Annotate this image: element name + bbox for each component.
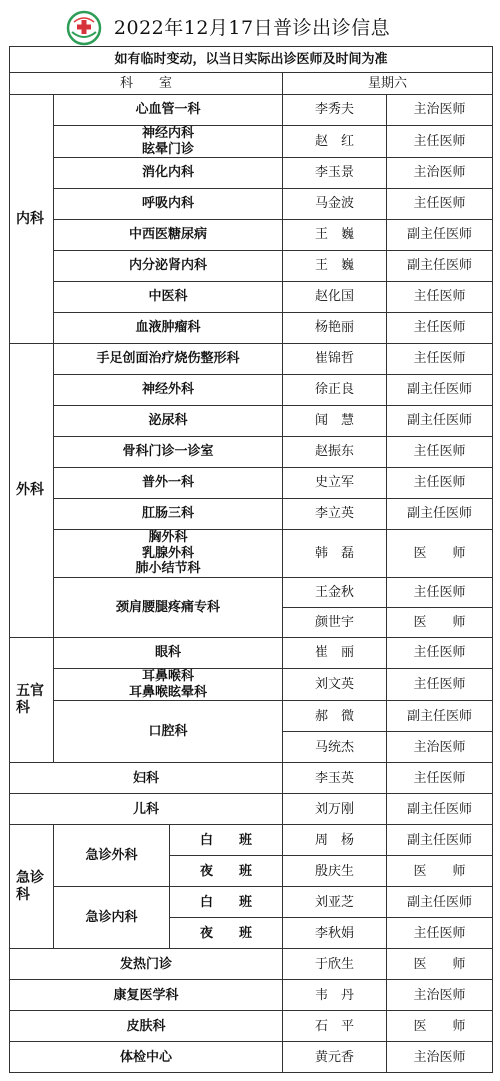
table-row xyxy=(10,1042,493,1073)
doctor-cell: 李秀夫 xyxy=(283,95,387,126)
title-cell: 副主任医师 xyxy=(387,375,493,406)
page-title: 2022年12月17日普诊出诊信息 xyxy=(113,17,391,39)
table-row xyxy=(10,949,493,980)
title-cell: 医 师 xyxy=(387,530,493,578)
dept-line: 胸外科 xyxy=(148,530,188,546)
title-cell: 主任医师 xyxy=(387,344,493,375)
dept-cell: 心血管一科 xyxy=(54,95,283,126)
table-row xyxy=(10,499,493,530)
category-wuguan: 五官科 xyxy=(10,638,54,763)
title-cell: 主任医师 xyxy=(387,468,493,499)
doctor-cell: 马统杰 xyxy=(283,732,387,763)
title-cell: 主治医师 xyxy=(387,158,493,189)
doctor-cell: 郝 微 xyxy=(283,701,387,732)
title-cell: 主任医师 xyxy=(387,918,493,949)
title-cell: 副主任医师 xyxy=(387,887,493,918)
title-cell: 主任医师 xyxy=(387,126,493,158)
table-row xyxy=(10,189,493,220)
table-row xyxy=(10,530,493,578)
dept-line: 乳腺外科 xyxy=(141,545,194,561)
dept-cell: 呼吸内科 xyxy=(54,189,283,220)
title-cell: 医 师 xyxy=(387,1011,493,1042)
shift-cell: 夜 班 xyxy=(170,918,283,949)
table-row xyxy=(10,375,493,406)
title-cell: 医 师 xyxy=(387,949,493,980)
dept-cell: 泌尿科 xyxy=(54,406,283,437)
dept-cell: 妇科 xyxy=(10,763,283,794)
dept-cell: 体检中心 xyxy=(10,1042,283,1073)
dept-cell xyxy=(54,669,283,701)
doctor-cell: 史立军 xyxy=(283,468,387,499)
doctor-cell: 马金波 xyxy=(283,189,387,220)
doctor-cell: 刘文英 xyxy=(283,669,387,701)
title-cell: 主任医师 xyxy=(387,763,493,794)
table-row xyxy=(10,313,493,344)
dept-cell: 颈肩腰腿疼痛专科 xyxy=(54,578,283,638)
header-day: 星期六 xyxy=(283,73,493,95)
dept-cell: 皮肤科 xyxy=(10,1011,283,1042)
doctor-cell: 韩 磊 xyxy=(283,530,387,578)
doctor-cell: 殷庆生 xyxy=(283,856,387,887)
table-row xyxy=(10,1011,493,1042)
table-row xyxy=(10,282,493,313)
doctor-cell: 韦 丹 xyxy=(283,980,387,1011)
table-row xyxy=(10,158,493,189)
table-row xyxy=(10,468,493,499)
title-cell: 主治医师 xyxy=(387,732,493,763)
dept-cell: 口腔科 xyxy=(54,701,283,763)
doctor-cell: 王金秋 xyxy=(283,578,387,608)
hospital-logo-icon xyxy=(66,10,102,46)
title-cell: 主治医师 xyxy=(387,95,493,126)
table-row xyxy=(10,126,493,158)
title-cell: 副主任医师 xyxy=(387,701,493,732)
dept-cell: 骨科门诊一诊室 xyxy=(54,437,283,468)
table-row xyxy=(10,406,493,437)
dept-cell: 眼科 xyxy=(54,638,283,669)
notice-text: 如有临时变动，以当日实际出诊医师及时间为准 xyxy=(10,47,493,73)
doctor-cell: 刘万刚 xyxy=(283,794,387,825)
dept-cell: 中西医糖尿病 xyxy=(54,220,283,251)
table-row xyxy=(10,220,493,251)
table-row xyxy=(10,763,493,794)
dept-line: 神经内科 xyxy=(141,126,194,141)
dept-cell: 康复医学科 xyxy=(10,980,283,1011)
category-neike: 内科 xyxy=(10,95,54,344)
dept-line: 眩晕门诊 xyxy=(141,141,194,157)
dept-cell: 消化内科 xyxy=(54,158,283,189)
shift-cell: 白 班 xyxy=(170,825,283,856)
table-row xyxy=(10,578,493,608)
title-cell: 医 师 xyxy=(387,856,493,887)
doctor-cell: 周 杨 xyxy=(283,825,387,856)
dept-cell: 儿科 xyxy=(10,794,283,825)
title-cell: 副主任医师 xyxy=(387,825,493,856)
dept-cell: 神经外科 xyxy=(54,375,283,406)
title-cell: 主任医师 xyxy=(387,437,493,468)
dept-cell: 急诊内科 xyxy=(54,887,170,949)
dept-cell: 血液肿瘤科 xyxy=(54,313,283,344)
doctor-cell: 李立英 xyxy=(283,499,387,530)
doctor-cell: 石 平 xyxy=(283,1011,387,1042)
table-row xyxy=(10,669,493,701)
dept-cell xyxy=(54,530,283,578)
doctor-cell: 黄元香 xyxy=(283,1042,387,1073)
table-row xyxy=(10,980,493,1011)
dept-cell: 肛肠三科 xyxy=(54,499,283,530)
dept-cell: 手足创面治疗烧伤整形科 xyxy=(54,344,283,375)
category-waike: 外科 xyxy=(10,344,54,638)
dept-cell: 内分泌肾内科 xyxy=(54,251,283,282)
doctor-cell: 王 巍 xyxy=(283,220,387,251)
doctor-cell: 李秋娟 xyxy=(283,918,387,949)
doctor-cell: 赵 红 xyxy=(283,126,387,158)
doctor-cell: 崔锦哲 xyxy=(283,344,387,375)
title-cell: 副主任医师 xyxy=(387,406,493,437)
doctor-cell: 赵振东 xyxy=(283,437,387,468)
doctor-cell: 于欣生 xyxy=(283,949,387,980)
table-row xyxy=(10,95,493,126)
title-cell: 主任医师 xyxy=(387,313,493,344)
table-row xyxy=(10,638,493,669)
shift-cell: 夜 班 xyxy=(170,856,283,887)
schedule-table xyxy=(9,46,493,1073)
title-cell: 主任医师 xyxy=(387,669,493,701)
doctor-cell: 杨艳丽 xyxy=(283,313,387,344)
dept-cell: 急诊外科 xyxy=(54,825,170,887)
table-row xyxy=(10,887,493,918)
doctor-cell: 李玉景 xyxy=(283,158,387,189)
title-cell: 主治医师 xyxy=(387,980,493,1011)
table-row xyxy=(10,701,493,732)
table-row xyxy=(10,794,493,825)
doctor-cell: 赵化国 xyxy=(283,282,387,313)
title-cell: 主任医师 xyxy=(387,578,493,608)
dept-line: 耳鼻喉科 xyxy=(141,669,194,685)
doctor-cell: 颜世宇 xyxy=(283,608,387,638)
dept-cell: 普外一科 xyxy=(54,468,283,499)
doctor-cell: 刘亚芝 xyxy=(283,887,387,918)
title-cell: 副主任医师 xyxy=(387,499,493,530)
dept-line: 肺小结节科 xyxy=(135,561,201,577)
table-row xyxy=(10,437,493,468)
doctor-cell: 崔 丽 xyxy=(283,638,387,669)
title-cell: 主治医师 xyxy=(387,1042,493,1073)
doctor-cell: 闻 慧 xyxy=(283,406,387,437)
table-row xyxy=(10,825,493,856)
notice-row xyxy=(10,47,493,73)
table-row xyxy=(10,251,493,282)
shift-cell: 白 班 xyxy=(170,887,283,918)
title-cell: 副主任医师 xyxy=(387,251,493,282)
dept-cell: 发热门诊 xyxy=(10,949,283,980)
dept-line: 耳鼻喉眩晕科 xyxy=(128,684,207,700)
title-cell: 副主任医师 xyxy=(387,794,493,825)
title-cell: 主任医师 xyxy=(387,638,493,669)
header-row xyxy=(10,73,493,95)
doctor-cell: 王 巍 xyxy=(283,251,387,282)
doctor-cell: 李玉英 xyxy=(283,763,387,794)
header-dept: 科 室 xyxy=(10,73,283,95)
doctor-cell: 徐正良 xyxy=(283,375,387,406)
title-cell: 副主任医师 xyxy=(387,220,493,251)
title-cell: 主任医师 xyxy=(387,282,493,313)
table-row xyxy=(10,344,493,375)
title-cell: 主任医师 xyxy=(387,189,493,220)
category-jizhen: 急诊科 xyxy=(10,825,54,949)
title-cell: 医 师 xyxy=(387,608,493,638)
dept-cell xyxy=(54,126,283,158)
dept-cell: 中医科 xyxy=(54,282,283,313)
